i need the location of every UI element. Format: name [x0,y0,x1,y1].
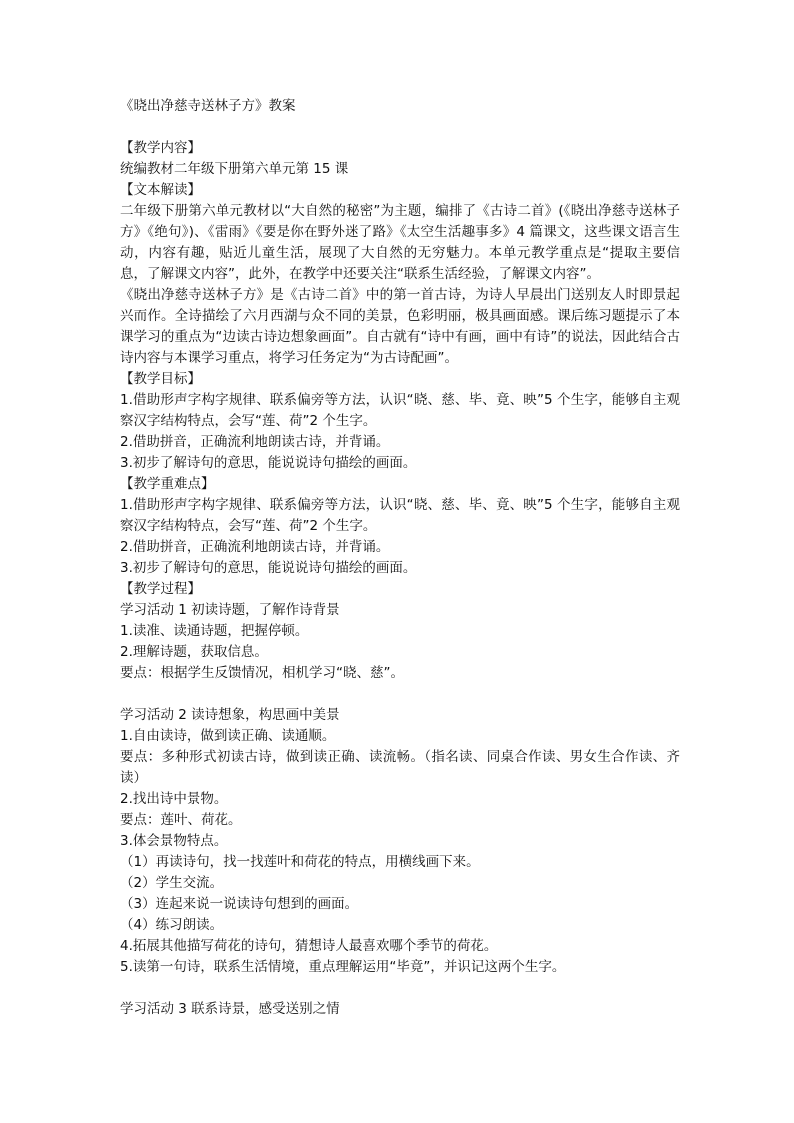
key-point-item: 1.借助形声字构字规律、联系偏旁等方法，认识“晓、慈、毕、竟、映”5 个生字，能够自主观察汉字结构特点，会写“莲、荷”2 个生字。 [120,497,680,534]
text-analysis-paragraph-2: 《晓出净慈寺送林子方》是《古诗二首》中的第一首古诗，为诗人早晨出门送别友人时即景起兴而作。全诗描绘了六月西湖与众不同的美景，色彩明丽，极具画面感。课后练习题提示了本课学习的重点为“边读古诗边想象画面”。自古就有“诗中有画，画中有诗”的说法，因此结合古诗内容与本课学习重点，将学习任务定为“为古诗配画”。 [120,287,680,366]
activity-1-item: 2.理解诗题，获取信息。 [120,644,268,660]
activity-3-title: 学习活动 3 联系诗景，感受送别之情 [120,1001,340,1017]
activity-2-item: 要点：莲叶、荷花。 [120,812,242,828]
activity-2-item: （3）连起来说一说读诗句想到的画面。 [120,896,359,912]
activity-1-title: 学习活动 1 初读诗题，了解作诗背景 [120,602,340,618]
activity-2-item: 2.找出诗中景物。 [120,791,228,807]
document-page [120,96,680,1020]
blank-line [120,684,680,705]
goal-item: 1.借助形声字构字规律、联系偏旁等方法，认识“晓、慈、毕、竟、映”5 个生字，能够自主观察汉字结构特点，会写“莲、荷”2 个生字。 [120,392,680,429]
activity-2-title: 学习活动 2 读诗想象，构思画中美景 [120,707,340,723]
activity-2-item: （2）学生交流。 [120,875,224,891]
activity-2-item: 3.体会景物特点。 [120,833,228,849]
document-title: 《晓出净慈寺送林子方》教案 [120,98,296,114]
heading-teaching-process: 【教学过程】 [120,581,201,597]
activity-1-item: 要点：根据学生反馈情况，相机学习“晓、慈”。 [120,665,404,681]
key-point-item: 2.借助拼音，正确流利地朗读古诗，并背诵。 [120,539,390,555]
heading-text-analysis: 【文本解读】 [120,182,201,198]
activity-2-item: （1）再读诗句，找一找莲叶和荷花的特点，用横线画下来。 [120,854,480,870]
key-point-item: 3.初步了解诗句的意思，能说说诗句描绘的画面。 [120,560,417,576]
activity-2-item: （4）练习朗读。 [120,917,224,933]
heading-key-points: 【教学重难点】 [120,476,215,492]
goal-item: 3.初步了解诗句的意思，能说说诗句描绘的画面。 [120,455,417,471]
heading-teaching-content: 【教学内容】 [120,140,201,156]
goal-item: 2.借助拼音，正确流利地朗读古诗，并背诵。 [120,434,390,450]
activity-2-item: 1.自由读诗，做到读正确、读通顺。 [120,728,336,744]
activity-2-item: 要点：多种形式初读古诗，做到读正确、读流畅。（指名读、同桌合作读、男女生合作读、齐读） [120,749,680,786]
activity-1-item: 1.读准、读通诗题，把握停顿。 [120,623,309,639]
activity-2-item: 4.拓展其他描写荷花的诗句，猜想诗人最喜欢哪个季节的荷花。 [120,938,498,954]
activity-2-item: 5.读第一句诗，联系生活情境，重点理解运用“毕竟”，并识记这两个生字。 [120,959,566,975]
teaching-content-text: 统编教材二年级下册第六单元第 15 课 [120,161,349,177]
text-analysis-paragraph-1: 二年级下册第六单元教材以“大自然的秘密”为主题，编排了《古诗二首》(《晓出净慈寺送林子方》《绝句》)、《雷雨》《要是你在野外迷了路》《太空生活趣事多》4 篇课文，这些课文语言生动，内容有趣，贴近儿童生活，展现了大自然的无穷魅力。本单元教学重点是“提取主要信息，了解课文内容”，此外，在教学中还要关注“联系生活经验，了解课文内容”。 [120,203,680,282]
blank-line [120,978,680,999]
heading-teaching-goals: 【教学目标】 [120,371,201,387]
